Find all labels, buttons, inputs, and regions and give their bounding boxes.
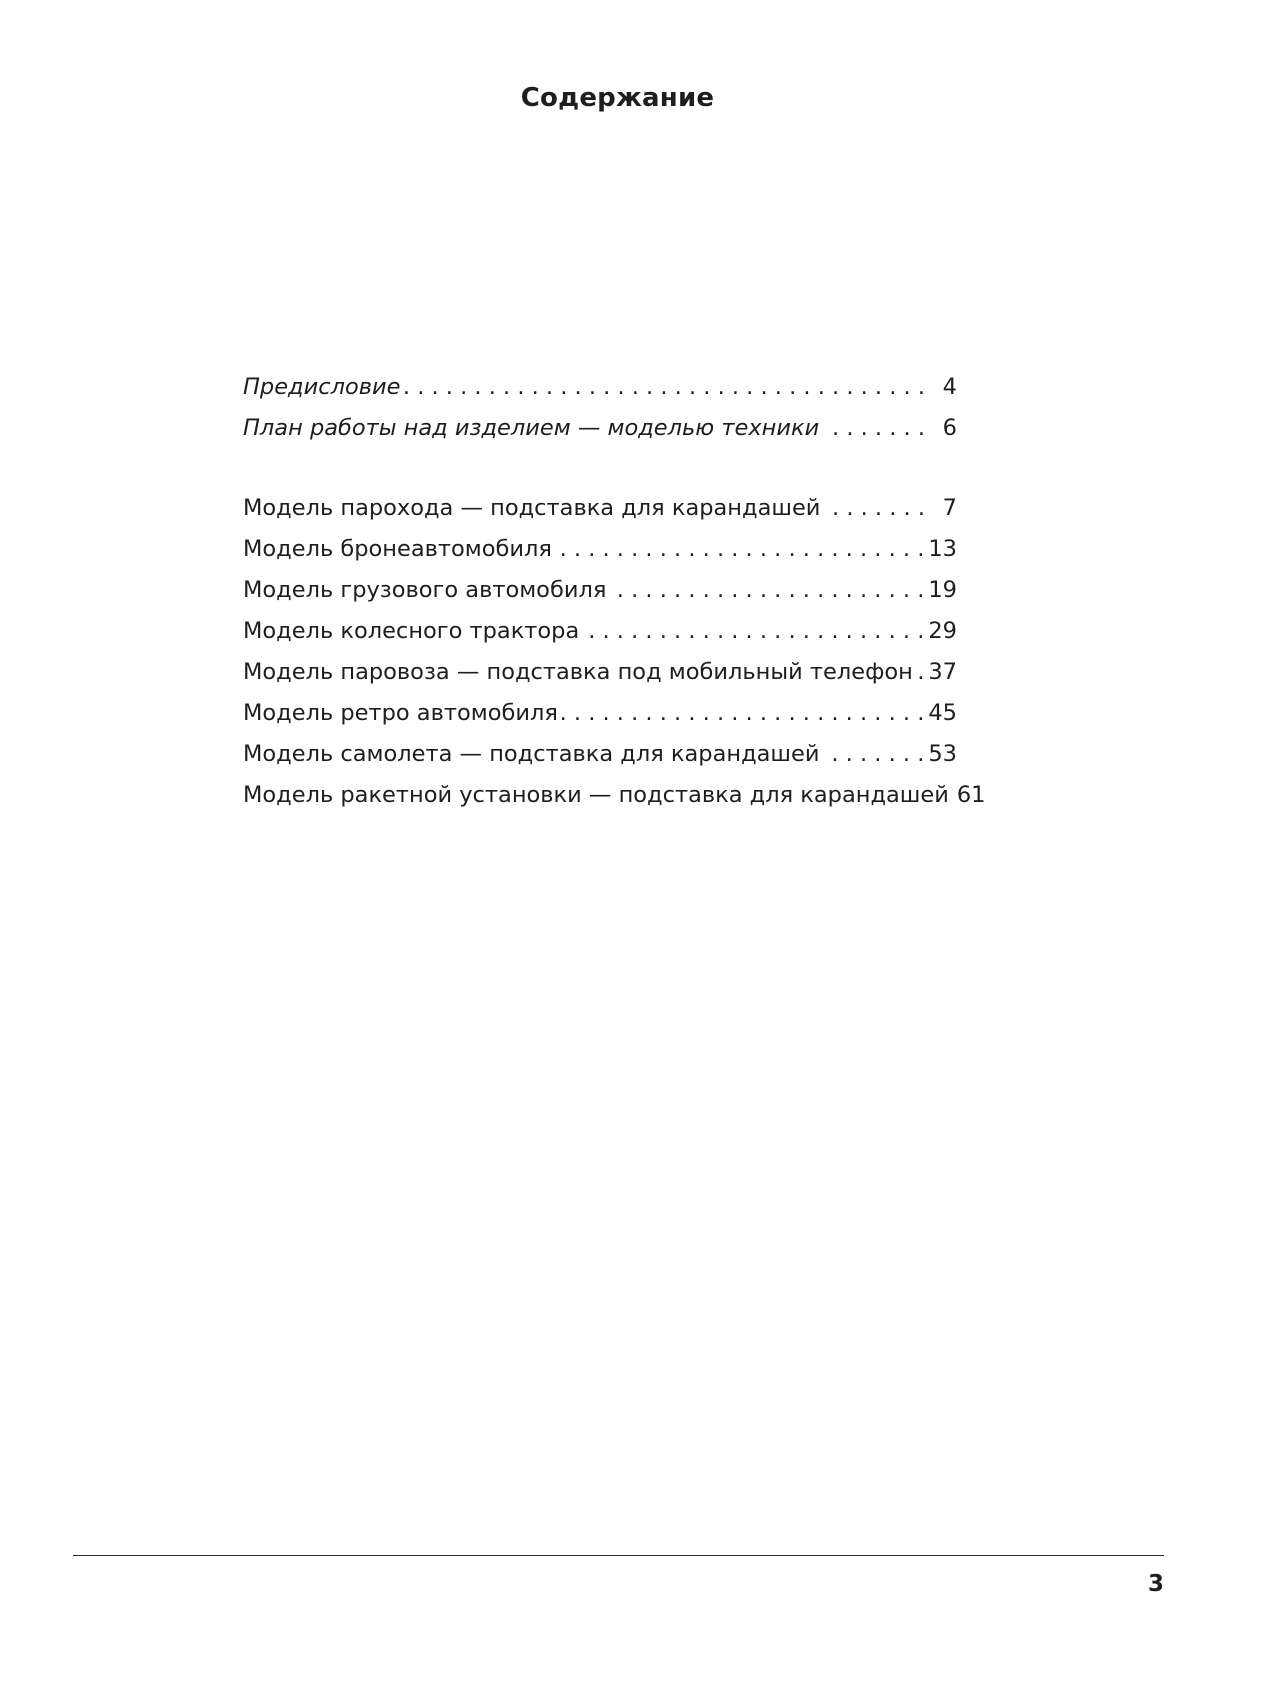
toc-entry-label: Модель ретро автомобиля [243,700,558,726]
dot-leader [610,570,924,611]
toc-entry-work-plan[interactable] [243,408,957,449]
toc-entry-label: Модель ракетной установки — подставка для карандашей [243,782,949,808]
toc-entry-label: План работы над изделием — моделью техники [243,415,820,441]
toc-entry-airplane[interactable] [243,734,957,775]
toc-entry-page: 37 [928,659,957,685]
toc-entry-page: 13 [928,536,957,562]
toc-entry-rocket-launcher[interactable] [243,775,986,816]
dot-leader [404,367,925,408]
toc-entry-page: 7 [942,495,957,521]
toc-entry-tractor[interactable] [243,611,957,652]
toc-entry-label: Модель паровоза — подставка под мобильный телефон [243,659,913,685]
table-of-contents [243,367,986,816]
toc-entry-page: 61 [956,782,986,808]
toc-entry-steamship[interactable] [243,488,957,529]
toc-entry-label: Модель парохода — подставка для карандашей [243,495,821,521]
footer-divider [73,1555,1164,1556]
toc-entry-page: 6 [942,415,957,441]
toc-entry-page: 45 [928,700,957,726]
toc-entry-label: Модель самолета — подставка для карандашей [243,741,820,767]
toc-entry-page: 53 [928,741,957,767]
toc-entry-armored-car[interactable] [243,529,957,570]
toc-entry-locomotive[interactable] [243,652,957,693]
toc-entry-page: 4 [942,374,957,400]
toc-entry-retro-car[interactable] [243,693,957,734]
toc-entry-label: Предисловие [243,374,401,400]
page-number: 3 [1147,1571,1164,1597]
dot-leader [583,611,924,652]
dot-leader [556,529,924,570]
toc-entry-label: Модель грузового автомобиля [243,577,607,603]
dot-leader [562,693,924,734]
dot-leader [823,408,925,449]
dot-leader [824,488,925,529]
dot-leader [823,734,924,775]
toc-entry-preface[interactable] [243,367,957,408]
toc-entry-page: 19 [928,577,957,603]
toc-entry-truck[interactable] [243,570,957,611]
toc-entry-label: Модель бронеавтомобиля [243,536,552,562]
dot-leader [917,652,925,693]
page-title: Содержание [520,83,715,113]
toc-entry-label: Модель колесного трактора [243,618,580,644]
toc-entry-page: 29 [928,618,957,644]
